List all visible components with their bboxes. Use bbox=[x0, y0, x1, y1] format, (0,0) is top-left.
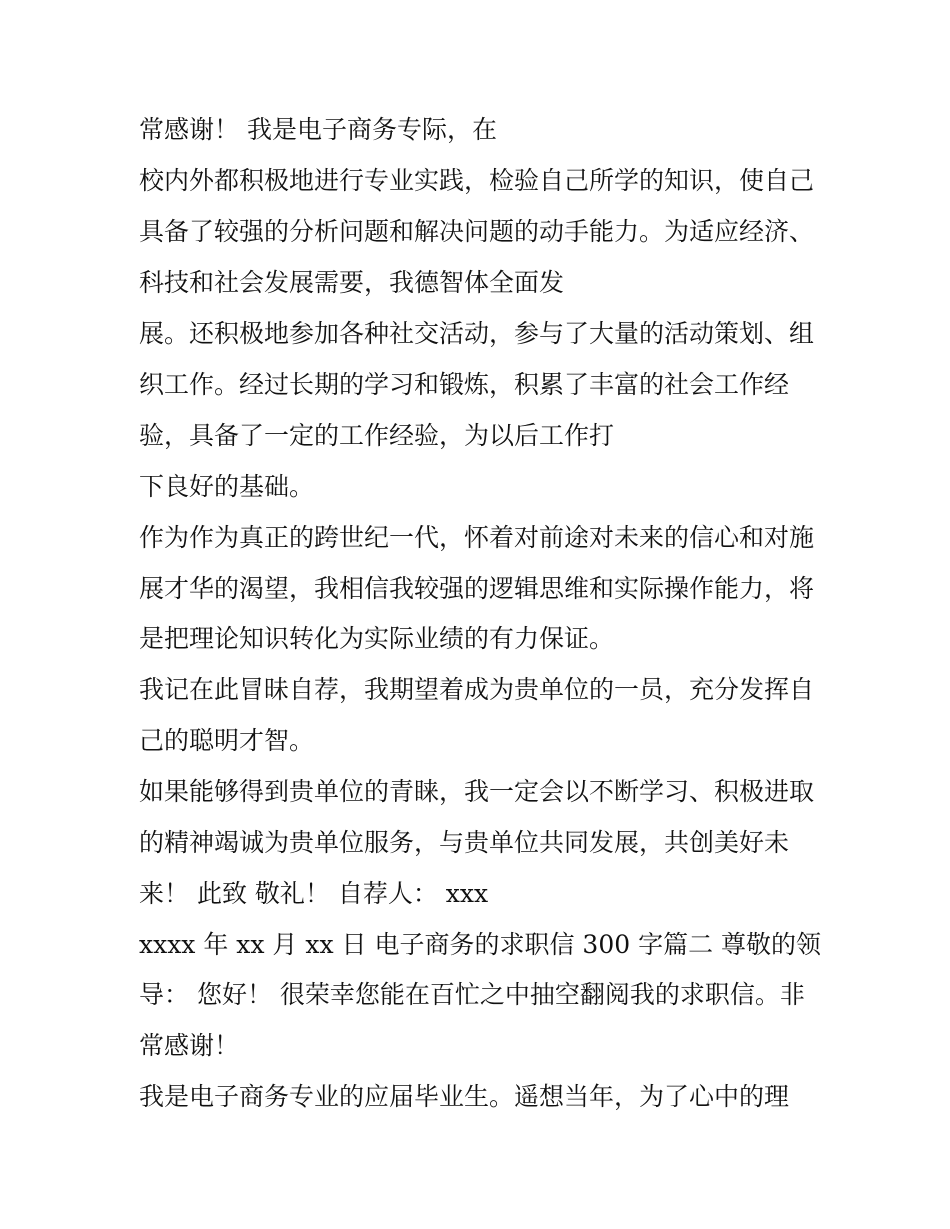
text-line: 常感谢！ bbox=[139, 1031, 240, 1060]
text-line: 校内外都积极地进行专业实践，检验自己所学的知识，使自己 bbox=[139, 166, 815, 195]
text-line: 验，具备了一定的工作经验，为以后工作打 bbox=[139, 421, 615, 450]
text-line: 是把理论知识转化为实际业绩的有力保证。 bbox=[139, 624, 615, 653]
text-line: 下良好的基础。 bbox=[139, 472, 315, 501]
text-line: 的精神竭诚为贵单位服务，与贵单位共同发展，共创美好未 bbox=[139, 828, 790, 857]
text-line: 科技和社会发展需要，我德智体全面发 bbox=[139, 268, 565, 297]
text-line: 常感谢！ 我是电子商务专际，在 bbox=[139, 115, 497, 144]
text-line: 来！ 此致 敬礼！ 自荐人： xxx bbox=[139, 879, 489, 908]
text-line: xxxx 年 xx 月 xx 日 电子商务的求职信 300 字篇二 尊敬的领 bbox=[139, 930, 822, 959]
text-line: 织工作。经过长期的学习和锻炼，积累了丰富的社会工作经 bbox=[139, 370, 790, 399]
text-line: 具备了较强的分析问题和解决问题的动手能力。为适应经济、 bbox=[139, 217, 815, 246]
text-line: 如果能够得到贵单位的青睐，我一定会以不断学习、积极进取 bbox=[139, 777, 815, 806]
text-line: 导： 您好！ 很荣幸您能在百忙之中抽空翻阅我的求职信。非 bbox=[139, 980, 805, 1009]
text-line: 展才华的渴望，我相信我较强的逻辑思维和实际操作能力，将 bbox=[139, 574, 815, 603]
text-line: 己的聪明才智。 bbox=[139, 726, 315, 755]
text-line: 我是电子商务专业的应届毕业生。遥想当年，为了心中的理 bbox=[139, 1082, 790, 1111]
text-line: 作为作为真正的跨世纪一代，怀着对前途对未来的信心和对施 bbox=[139, 523, 815, 552]
text-line: 展。还积极地参加各种社交活动，参与了大量的活动策划、组 bbox=[139, 319, 815, 348]
text-line: 我记在此冒昧自荐，我期望着成为贵单位的一员，充分发挥自 bbox=[139, 675, 815, 704]
